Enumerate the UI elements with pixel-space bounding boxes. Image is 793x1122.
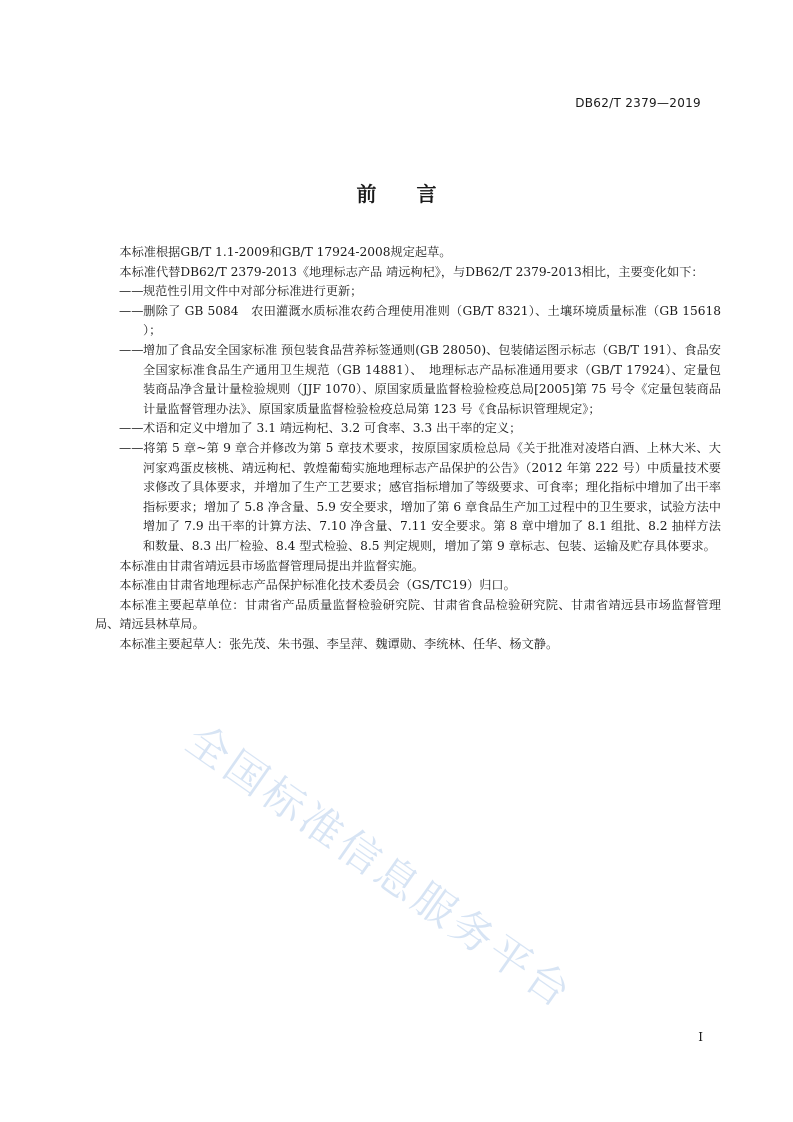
change-item-text: 规范性引用文件中对部分标准进行更新； xyxy=(143,284,363,299)
standard-code: DB62/T 2379—2019 xyxy=(575,96,701,110)
dash-mark: —— xyxy=(119,440,144,455)
change-item xyxy=(95,419,721,439)
change-item-text: 增加了食品安全国家标准 预包装食品营养标签通则(GB 28050)、包装储运图示标志（GB/T 191）、食品安全国家标准食品生产通用卫生规范（GB 14881）、 地理标志产品标准通用要求（GB/T 17924）、定量包装商品净含量计量检验规则（JJF 1070）、原国家质量监督检验检疫总局[2005]第 75 号令《定量包装商品计量监督管理办法》、原国家质量监督检验检疫总局第 123 号《食品标识管理规定》； xyxy=(143,342,721,416)
replacement-paragraph: 本标准代替DB62/T 2379-2013《地理标志产品 靖远枸杞》，与DB62/T 2379-2013相比，主要变化如下： xyxy=(119,264,704,279)
drafters-paragraph: 本标准主要起草人：张先茂、朱书强、李呈萍、魏谭勋、李统林、任华、杨文静。 xyxy=(119,636,559,651)
dash-mark: —— xyxy=(119,421,144,436)
change-item-text: 将第 5 章~第 9 章合并修改为第 5 章技术要求，按原国家质检总局《关于批准对凌塔白酒、上林大米、大河家鸡蛋皮核桃、靖远枸杞、敦煌葡萄实施地理标志产品保护的公告》（2012 年第 222 号）中质量技术要求修改了具体要求，并增加了生产工艺要求；感官指标增加了等级要求、可食率；理化指标中增加了出干率指标要求；增加了 5.8 净含量、5.9 安全要求，增加了第 6 章食品生产加工过程中的卫生要求，试验方法中增加了 7.9 出干率的计算方法、7.10 净含量、7.11 安全要求。第 8 章中增加了 8.1 组批、8.2 抽样方法和数量、8.3 出厂检验、8.4 型式检验、8.5 判定规则，增加了第 9 章标志、包装、运输及贮存具体要求。 xyxy=(143,440,721,553)
watermark: 全国标准信息服务平台 xyxy=(177,714,583,1019)
dash-mark: —— xyxy=(119,303,144,318)
drafting-basis-paragraph: 本标准根据GB/T 1.1-2009和GB/T 17924-2008规定起草。 xyxy=(119,245,452,259)
dash-mark: —— xyxy=(119,342,144,357)
change-item xyxy=(95,282,721,302)
change-item-text: 术语和定义中增加了 3.1 靖远枸杞、3.2 可食率、3.3 出干率的定义； xyxy=(143,421,522,436)
committee-paragraph: 本标准由甘肃省地理标志产品保护标准化技术委员会（GS/TC19）归口。 xyxy=(119,578,516,593)
proposer-paragraph: 本标准由甘肃省靖远县市场监督管理局提出并监督实施。 xyxy=(119,558,425,573)
change-item-text: 删除了 GB 5084 农田灌溉水质标准农药合理使用准则（GB/T 8321）、土壤环境质量标准（GB 15618 ）； xyxy=(143,303,721,338)
drafting-units-paragraph: 本标准主要起草单位：甘肃省产品质量监督检验研究院、甘肃省食品检验研究院、甘肃省靖远县市场监督管理局、靖远县林草局。 xyxy=(95,597,721,632)
change-item xyxy=(95,439,721,557)
page-title: 前言 xyxy=(356,182,477,206)
foreword-body xyxy=(95,243,721,654)
dash-mark: —— xyxy=(119,284,144,299)
page-number: I xyxy=(698,1030,703,1044)
change-item xyxy=(95,341,721,419)
change-item xyxy=(95,302,721,341)
